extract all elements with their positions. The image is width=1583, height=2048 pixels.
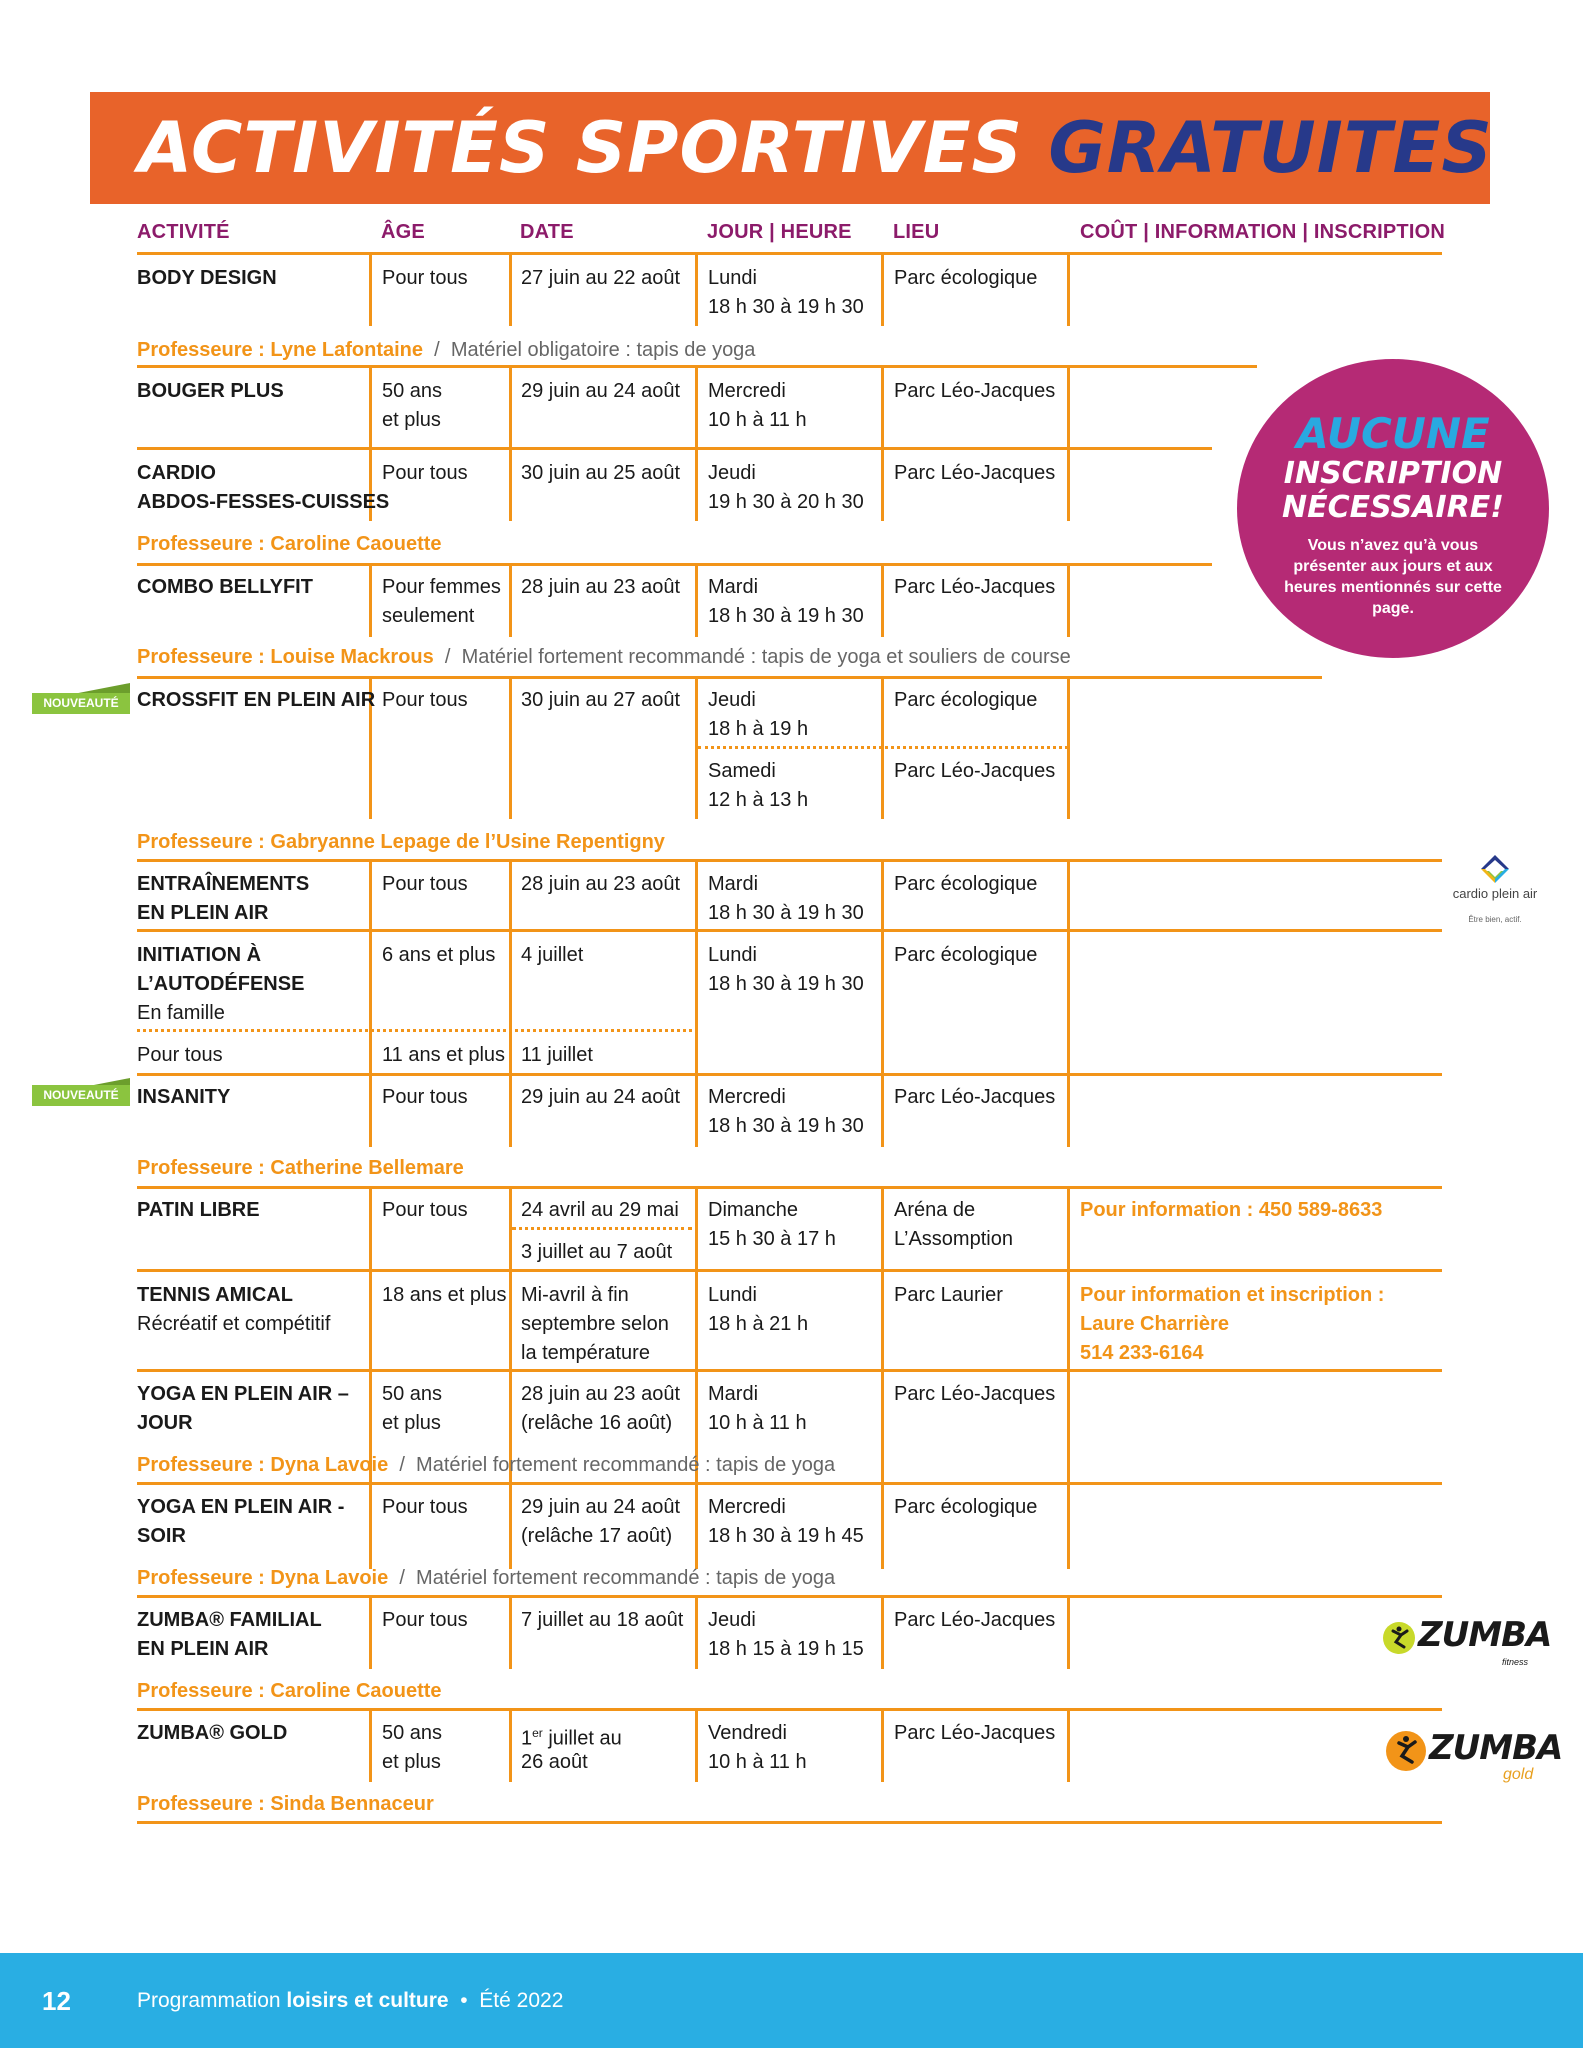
date-ordinal: er [532,1726,543,1740]
header-age: ÂGE [381,221,425,243]
activity-name: ENTRAÎNEMENTS [137,873,310,895]
activity-day: Mardi [708,576,759,598]
activity-name: EN PLEIN AIR [137,1638,269,1660]
equipment-note: Matériel obligatoire : tapis de yoga [450,339,756,361]
rule [137,1595,1442,1598]
activity-place: Parc Léo-Jacques [894,1609,1056,1631]
activity-day: Jeudi [708,1609,756,1631]
activity-age: 50 ans [382,1383,443,1405]
activity-place: L’Assomption [894,1228,1013,1250]
activity-day: Lundi [708,944,757,966]
cardio-logo-text: cardio plein air [1452,886,1538,901]
instructor-name: Professeure : Caroline Caouette [137,1680,442,1702]
instructor-line [137,1564,835,1592]
activity-name: ZUMBA® GOLD [137,1722,288,1744]
rule [137,252,1442,255]
title-part-1: ACTIVITÉS SPORTIVES [138,107,1023,189]
activity-date: 24 avril au 29 mai [521,1199,679,1221]
header-cout: COÛT | INFORMATION | INSCRIPTION [1080,221,1445,243]
rule [137,929,1442,932]
separator: / [399,1567,405,1589]
activity-place: Parc Léo-Jacques [894,760,1056,782]
rule [137,1369,1442,1372]
activity-age: Pour tous [382,1086,468,1108]
col-rule [369,1076,372,1147]
activity-name: CARDIO [137,462,216,484]
zumba-gold-wordmark: ZUMBA [1429,1728,1563,1768]
activity-place: Parc Laurier [894,1284,1003,1306]
activity-name: ZUMBA® FAMILIAL [137,1609,322,1631]
activity-name: ABDOS-FESSES-CUISSES [137,491,390,513]
col-rule [881,1598,884,1669]
activity-name: L’AUTODÉFENSE [137,973,305,995]
col-rule [509,255,512,326]
activity-date: Mi-avril à fin [521,1284,629,1306]
date-rest: juillet au [542,1727,622,1750]
activity-day: Samedi [708,760,776,782]
activity-date: la température [521,1342,650,1364]
col-rule [509,566,512,637]
footer-bar [0,1953,1583,2048]
activity-time: 19 h 30 à 20 h 30 [708,491,864,513]
col-rule [509,1189,512,1569]
col-rule [881,679,884,819]
activity-time: 12 h à 13 h [708,789,809,811]
new-badge: NOUVEAUTÉ [32,693,130,714]
activity-name: EN PLEIN AIR [137,902,269,924]
activity-day: Mercredi [708,1086,786,1108]
activity-age: 50 ans [382,1722,443,1744]
activity-place: Parc écologique [894,873,1038,895]
new-badge: NOUVEAUTÉ [32,1085,130,1106]
instructor-line [137,530,442,558]
activity-time: 18 h 30 à 19 h 30 [708,1115,864,1137]
activity-time: 18 h 30 à 19 h 30 [708,902,864,924]
callout-line-2: INSCRIPTION [1283,456,1503,491]
activity-time: 18 h à 19 h [708,718,809,740]
col-rule [695,862,698,1075]
activity-day: Lundi [708,1284,757,1306]
footer-text [137,1989,563,2013]
activity-time: 10 h à 11 h [708,1751,807,1773]
instructor-line [137,643,1071,671]
zumba-gold-figure-icon [1385,1730,1427,1772]
activity-day: Lundi [708,267,757,289]
callout-text: Vous n’avez qu’à vous présenter aux jours et aux heures mentionnés sur cette page. [1284,537,1502,617]
activity-date: 29 juin au 24 août [521,1496,681,1518]
activity-day: Mercredi [708,1496,786,1518]
col-rule [695,1598,698,1669]
instructor-name: Professeure : Gabryanne Lepage de l’Usine Repentigny [137,831,665,853]
col-rule [881,368,884,521]
rule [137,1821,1442,1824]
col-rule [695,566,698,637]
activity-date: 30 juin au 25 août [521,462,681,484]
instructor-line [137,1677,442,1705]
activity-name: SOIR [137,1525,186,1547]
rule [137,676,1322,679]
col-rule [1067,255,1070,326]
col-rule [369,1711,372,1782]
activity-age: Pour tous [382,1199,468,1221]
page-title [138,102,1493,194]
activity-place: Parc Léo-Jacques [894,380,1056,402]
activity-info: Laure Charrière [1080,1313,1229,1335]
zumba-wordmark: ZUMBA [1418,1615,1552,1655]
col-rule [509,368,512,521]
activity-age: Pour tous [382,873,468,895]
zumba-figure-icon [1382,1621,1416,1655]
header-jour-heure: JOUR | HEURE [707,221,852,243]
activity-age: et plus [382,409,441,431]
activity-place: Parc écologique [894,267,1038,289]
activity-info: Pour information et inscription : [1080,1284,1385,1306]
activity-date: 28 juin au 23 août [521,1383,681,1405]
activity-name: YOGA EN PLEIN AIR – [137,1383,349,1405]
activity-name: JOUR [137,1412,193,1434]
activity-place: Parc écologique [894,689,1038,711]
header-lieu: LIEU [893,221,940,243]
activity-age: 18 ans et plus [382,1284,507,1306]
activity-date: (relâche 16 août) [521,1412,673,1434]
cardio-logo-tagline: Être bien, actif. [1468,915,1522,924]
activity-time: 18 h 30 à 19 h 30 [708,296,864,318]
activity-age: Pour tous [382,267,468,289]
activity-time: 18 h à 21 h [708,1313,809,1335]
activity-name: BOUGER PLUS [137,380,284,402]
activity-age: Pour tous [382,1496,468,1518]
activity-age: Pour tous [382,1609,468,1631]
activity-day: Mardi [708,873,759,895]
col-rule [1067,368,1070,521]
callout-line-1: AUCUNE [1296,409,1490,458]
activity-day: Jeudi [708,462,756,484]
rule [137,1073,1442,1076]
col-rule [369,566,372,637]
instructor-name: Professeure : Louise Mackrous [137,646,434,668]
activity-name: TENNIS AMICAL [137,1284,293,1306]
col-rule [695,1076,698,1147]
activity-day: Vendredi [708,1722,787,1744]
activity-subtitle: Pour tous [137,1044,223,1066]
activity-name: INITIATION À [137,944,262,966]
instructor-name: Professeure : Sinda Bennaceur [137,1793,434,1815]
activity-date: septembre selon [521,1313,669,1335]
activity-age: et plus [382,1751,441,1773]
col-rule [1067,566,1070,637]
col-rule [509,1598,512,1669]
instructor-line [137,828,665,856]
activity-date: (relâche 17 août) [521,1525,673,1547]
col-rule [509,1711,512,1782]
col-rule [369,255,372,326]
activity-time: 15 h 30 à 17 h [708,1228,836,1250]
no-registration-callout [1237,359,1549,658]
cardio-chevron-icon [1475,853,1515,885]
footer-text-3: • Été 2022 [448,1989,564,2012]
instructor-line [137,336,755,364]
activity-date: 29 juin au 24 août [521,1086,681,1108]
col-rule [369,1189,372,1569]
instructor-name: Professeure : Dyna Lavoie [137,1567,389,1589]
activity-date: 7 juillet au 18 août [521,1609,684,1631]
rule [137,859,1442,862]
callout-line-3: NÉCESSAIRE! [1282,490,1504,525]
activity-time: 10 h à 11 h [708,409,807,431]
col-rule [1067,1598,1070,1669]
dotted-rule [137,1029,692,1032]
separator: / [434,339,440,361]
activity-place: Parc Léo-Jacques [894,1722,1056,1744]
col-rule [1067,1711,1070,1782]
separator: / [399,1454,405,1476]
title-part-2: GRATUITES [1048,107,1493,189]
col-rule [881,1189,884,1569]
activity-date: 28 juin au 23 août [521,576,681,598]
activity-subtitle: En famille [137,1002,225,1024]
activity-day: Mercredi [708,380,786,402]
col-rule [509,1076,512,1147]
rule [137,1186,1442,1189]
activity-date: 3 juillet au 7 août [521,1241,673,1263]
activity-place: Parc écologique [894,944,1038,966]
instructor-name: Professeure : Dyna Lavoie [137,1454,389,1476]
col-rule [695,1189,698,1569]
col-rule [695,679,698,819]
activity-date: 28 juin au 23 août [521,873,681,895]
activity-place: Parc Léo-Jacques [894,1086,1056,1108]
footer-text-2: loisirs et culture [286,1989,449,2012]
activity-place: Parc Léo-Jacques [894,576,1056,598]
activity-time: 18 h 30 à 19 h 30 [708,973,864,995]
activity-time: 10 h à 11 h [708,1412,807,1434]
activity-place: Parc écologique [894,1496,1038,1518]
activity-age: Pour femmes [382,576,501,598]
equipment-note: Matériel fortement recommandé : tapis de yoga et souliers de course [461,646,1071,668]
activity-name: INSANITY [137,1086,231,1108]
activity-date: 29 juin au 24 août [521,380,681,402]
activity-name: BODY DESIGN [137,267,277,289]
col-rule [369,1598,372,1669]
col-rule [881,1076,884,1147]
activity-date: 26 août [521,1751,588,1773]
activity-info: 514 233-6164 [1080,1342,1204,1364]
col-rule [509,679,512,819]
activity-age: Pour tous [382,462,468,484]
zumba-fitness-logo [1382,1615,1552,1673]
col-rule [1067,1076,1070,1147]
activity-subtitle: Récréatif et compétitif [137,1313,331,1335]
title-banner [90,92,1493,204]
activity-date: 27 juin au 22 août [521,267,681,289]
activity-name: CROSSFIT EN PLEIN AIR [137,689,376,711]
col-rule [509,862,512,1075]
footer-text-1: Programmation [137,1989,287,2012]
instructor-name: Professeure : Caroline Caouette [137,533,442,555]
col-rule [695,255,698,326]
col-rule [1067,1189,1070,1569]
activity-day: Dimanche [708,1199,799,1221]
rule [137,1482,1442,1485]
activity-age: Pour tous [382,689,468,711]
instructor-line [137,1451,835,1479]
col-rule [369,862,372,1075]
activity-time: 18 h 15 à 19 h 15 [708,1638,864,1660]
rule [137,563,1212,566]
instructor-name: Professeure : Lyne Lafontaine [137,339,423,361]
header-activite: ACTIVITÉ [137,221,230,243]
activity-date: 30 juin au 27 août [521,689,681,711]
header-date: DATE [520,221,574,243]
zumba-gold-logo [1385,1728,1563,1792]
activity-name: COMBO BELLYFIT [137,576,313,598]
col-rule [881,862,884,1075]
instructor-line [137,1790,434,1818]
instructor-line [137,1154,464,1182]
activity-place: Parc Léo-Jacques [894,1383,1056,1405]
separator: / [444,646,451,668]
activity-name: YOGA EN PLEIN AIR - [137,1496,345,1518]
activity-age: 6 ans et plus [382,944,496,966]
activity-date: 4 juillet [521,944,584,966]
col-rule [695,368,698,521]
activity-date: 11 juillet [521,1044,593,1066]
activity-place: Aréna de [894,1199,976,1221]
col-rule [695,1711,698,1782]
activity-name: PATIN LIBRE [137,1199,260,1221]
rule [137,1708,1442,1711]
rule [137,447,1212,450]
activity-place: Parc Léo-Jacques [894,462,1056,484]
col-rule [881,1711,884,1782]
col-rule [1067,862,1070,1075]
activity-age: et plus [382,1412,441,1434]
rule [137,1269,1442,1272]
date-day: 1 [521,1727,533,1750]
activity-age: 11 ans et plus [382,1044,506,1066]
activity-age: 50 ans [382,380,443,402]
activity-info: Pour information : 450 589-8633 [1080,1199,1383,1221]
equipment-note: Matériel fortement recommandé : tapis de yoga [416,1454,836,1476]
col-rule [1067,679,1070,819]
zumba-gold-sub: gold [1503,1766,1534,1783]
dotted-rule [512,1227,692,1230]
cardio-plein-air-logo [1440,853,1550,943]
col-rule [881,566,884,637]
activity-age: seulement [382,605,475,627]
activity-day: Jeudi [708,689,756,711]
activity-day: Mardi [708,1383,759,1405]
zumba-sub: fitness [1502,1657,1529,1667]
instructor-name: Professeure : Catherine Bellemare [137,1157,464,1179]
equipment-note: Matériel fortement recommandé : tapis de yoga [416,1567,836,1589]
activity-time: 18 h 30 à 19 h 30 [708,605,864,627]
activity-time: 18 h 30 à 19 h 45 [708,1525,864,1547]
col-rule [881,255,884,326]
page-number: 12 [42,1986,71,2016]
